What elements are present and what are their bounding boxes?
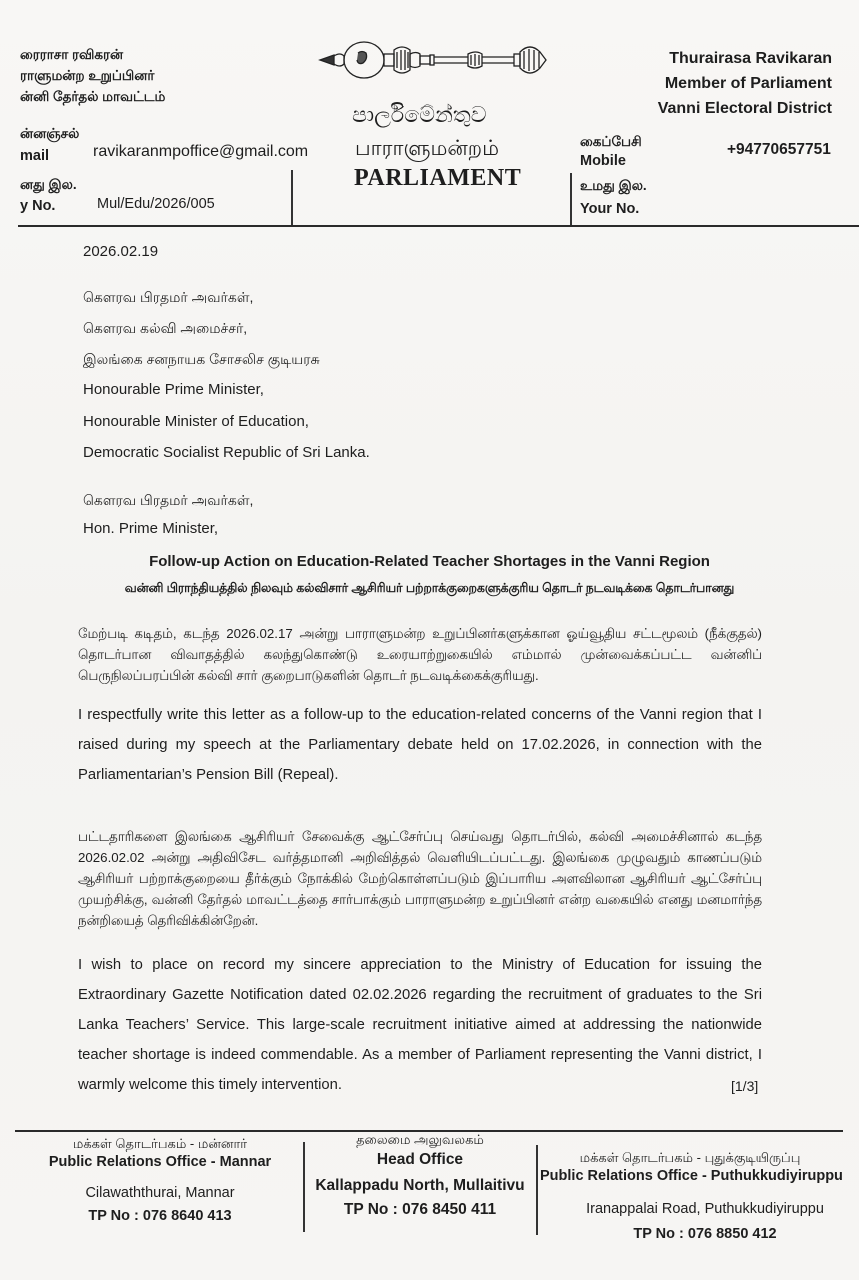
page-indicator: [1/3] xyxy=(731,1078,759,1094)
office-address: Kallappadu North, Mullaitivu xyxy=(315,1177,525,1194)
paragraph-2-tamil: பட்டதாரிகளை இலங்கை ஆசிரியர் சேவைக்கு ஆட்சேர்ப்பு செய்வது தொடர்பில், கல்வி அமைச்சினால் கடந்த 2026.02.02 அன்று அதிவிசேட வர்த்தமானி அறிவித்தல் வெளியிடப்பட்டது. இலங்கை முழுவதும் காணப்படும் ஆசிரியர் பற்றாக்குறையை தீர்க்கும் நோக்கில் மேற்கொள்ளப்படும் இப்பாரிய அளவிலான ஆசிரியர் ஆட்சேர்ப்பு முயற்சிக்கு, வன்னி தேர்தல் மாவட்டத்தை சார்பாக்கும் பாராளுமன்ற உறுப்பினர் என்ற வகையில் எனது மனமார்ந்த நன்றியைத் தெரிவிக்கின்றேன். xyxy=(78,829,762,928)
parliament-mace-icon xyxy=(318,38,550,82)
parliament-name-sinhala: පාර්ලිමේන්තුව xyxy=(352,103,487,128)
your-no-label: Your No. xyxy=(580,201,640,217)
subject-english: Follow-up Action on Education-Related Teacher Shortages in the Vanni Region xyxy=(149,553,710,570)
header-rule xyxy=(18,225,859,227)
mobile-label: Mobile xyxy=(580,153,626,169)
sender-name-tamil: ரைராசா ரவிகரன் xyxy=(20,47,124,62)
sender-district-tamil: ன்னி தேர்தல் மாவட்டம் xyxy=(20,89,166,104)
mobile-number[interactable]: +94770657751 xyxy=(727,141,831,158)
recipient-line: இலங்கை சனநாயக சோசலிச குடியரசு xyxy=(83,351,320,367)
parliament-name-tamil: பாராளுமன்றம் xyxy=(355,136,499,160)
email-label-tamil: ன்னஞ்சல் xyxy=(20,126,80,141)
salutation-tamil: கௌரவ பிரதமர் அவர்கள், xyxy=(83,492,254,508)
office-phone[interactable]: TP No : 076 8640 413 xyxy=(88,1208,232,1224)
office-title: Public Relations Office - Puthukkudiyiruppu xyxy=(540,1168,843,1184)
ref-label-tamil: னது இல. xyxy=(20,177,77,192)
footer-office-puthukkudiyiruppu xyxy=(540,1135,843,1242)
recipient-line: கௌரவ கல்வி அமைச்சர், xyxy=(83,320,248,336)
ref-label: y No. xyxy=(20,198,56,214)
office-title: Head Office xyxy=(376,1151,464,1168)
office-phone[interactable]: TP No : 076 8450 411 xyxy=(343,1201,497,1218)
header-divider-right xyxy=(570,173,572,226)
office-title-tamil: மக்கள் தொடர்பகம் - புதுக்குடியிருப்பு xyxy=(579,1150,801,1165)
paragraph-1-english: I respectfully write this letter as a follow-up to the education-related concerns of the Vanni region that I raised during my speech at the Parliamentary debate held on 17.02.2026, in connection with the Parliamentarian’s Pension Bill (Repeal). xyxy=(78,707,762,783)
your-no-label-tamil: உமது இல. xyxy=(580,178,647,193)
office-address: Iranappalai Road, Puthukkudiyiruppu xyxy=(586,1201,824,1217)
paragraph-2-english: I wish to place on record my sincere appreciation to the Ministry of Education for issuing the Extraordinary Gazette Notification dated 02.02.2026 regarding the recruitment of graduates to the Sri Lanka Teachers’ Service. This large-scale recruitment initiative aimed at addressing the nationwide teacher shortage is indeed commendable. As a member of Parliament representing the Vanni district, I warmly welcome this timely intervention. xyxy=(78,957,762,1093)
header-divider-left xyxy=(291,170,293,226)
mobile-label-tamil: கைப்பேசி xyxy=(580,134,642,149)
email-label: mail xyxy=(20,148,50,164)
office-title-tamil: மக்கள் தொடர்பகம் - மன்னார் xyxy=(72,1136,248,1151)
office-title: Public Relations Office - Mannar xyxy=(48,1154,272,1170)
recipient-line: கௌரவ பிரதமர் அவர்கள், xyxy=(83,289,254,305)
paragraph-1-tamil: மேற்படி கடிதம், கடந்த 2026.02.17 அன்று பாராளுமன்ற உறுப்பினர்களுக்கான ஓய்வூதிய சட்டமூலம் (நீக்குதல்) தொடர்பான விவாதத்தில் கலந்துகொண்டு உரையாற்றுகையில் எம்மால் முன்வைக்கப்பட்ட வன்னிப் பெருநிலப்பரப்பின் கல்வி சார் குறைபாடுகளின் தொடர் நடவடிக்கைக்குரியது. xyxy=(78,626,762,683)
recipient-line: Honourable Prime Minister, xyxy=(83,381,264,398)
office-address: Cilawaththurai, Mannar xyxy=(85,1185,235,1201)
parliament-name-english: PARLIAMENT xyxy=(354,165,522,191)
sender-name: Thurairasa Ravikaran xyxy=(669,50,832,67)
office-title-tamil: தலைமை அலுவலகம் xyxy=(356,1132,484,1147)
footer-divider-right xyxy=(536,1145,538,1235)
email-address[interactable]: ravikaranmpoffice@gmail.com xyxy=(93,143,309,160)
sender-title: Member of Parliament xyxy=(664,75,832,92)
sender-district: Vanni Electoral District xyxy=(657,100,832,117)
footer-office-mannar xyxy=(40,1135,280,1224)
office-phone[interactable]: TP No : 076 8850 412 xyxy=(633,1226,777,1242)
recipient-line: Honourable Minister of Education, xyxy=(83,413,309,430)
subject-tamil: வன்னி பிராந்தியத்தில் நிலவும் கல்விசார் ஆசிரியர் பற்றாக்குறைகளுக்குரிய தொடர் நடவடிக்கை தொடர்பானது xyxy=(124,581,735,595)
letter-date: 2026.02.19 xyxy=(83,243,159,260)
sender-title-tamil: ராளுமன்ற உறுப்பினர் xyxy=(20,68,155,83)
recipient-line: Democratic Socialist Republic of Sri Lanka. xyxy=(83,444,370,461)
footer-office-head xyxy=(305,1132,535,1219)
reference-number: Mul/Edu/2026/005 xyxy=(97,196,215,212)
salutation: Hon. Prime Minister, xyxy=(83,520,219,537)
